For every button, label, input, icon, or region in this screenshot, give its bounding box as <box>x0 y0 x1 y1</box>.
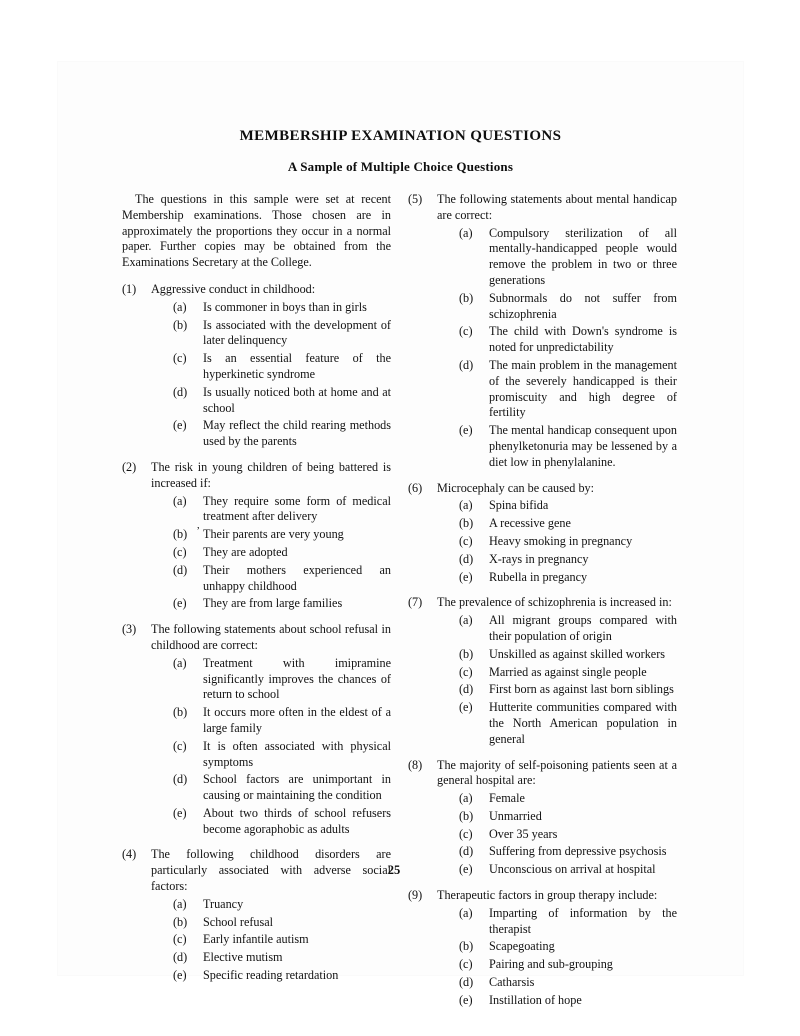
question-number: (6) <box>408 480 423 495</box>
question-body <box>437 758 677 879</box>
question <box>408 595 677 747</box>
question-number: (4) <box>122 847 137 862</box>
question-body <box>437 595 677 747</box>
option-label: (e) <box>173 968 187 983</box>
print-artifact: ʼ <box>196 525 200 538</box>
option-text: They are from large families <box>203 596 343 611</box>
option-text: Their mothers experienced an unhappy childhood <box>203 562 391 593</box>
option-text: Compulsory sterilization of all mentally-handicapped people would remove the problem in two or three generations <box>489 225 677 287</box>
option-label: (d) <box>173 562 188 577</box>
option-label: (e) <box>459 862 473 877</box>
question-text: The following statements about mental handicap are correct: <box>437 192 677 222</box>
option-text: Elective mutism <box>203 950 283 965</box>
option-text: Pairing and sub-grouping <box>489 957 613 972</box>
question-option <box>459 552 677 568</box>
option-text: All migrant groups compared with their population of origin <box>489 613 677 643</box>
question-option <box>173 385 391 417</box>
question-option <box>459 498 677 514</box>
question-number: (3) <box>122 622 137 637</box>
option-text: The mental handicap consequent upon phenylketonuria may be lessened by a diet low in phenylalanine. <box>489 423 677 469</box>
question-option <box>173 563 391 595</box>
option-label: (b) <box>173 705 188 720</box>
option-text: Unskilled as against skilled workers <box>489 646 666 661</box>
option-label: (e) <box>459 569 473 584</box>
question-option <box>173 705 391 737</box>
option-text: Catharsis <box>489 975 535 990</box>
option-label: (c) <box>459 957 473 972</box>
question-option <box>173 545 391 561</box>
two-column-layout <box>122 192 743 1019</box>
option-label: (c) <box>459 664 473 679</box>
question-text: The following childhood disorders are particularly associated with adverse social factors: <box>151 847 391 894</box>
question-body <box>151 282 391 450</box>
question <box>408 888 677 1009</box>
question-option <box>459 647 677 663</box>
question-body <box>151 460 391 612</box>
option-text: Unconscious on arrival at hospital <box>489 862 656 877</box>
question-option <box>459 291 677 323</box>
question-body <box>151 622 391 837</box>
question-option <box>459 516 677 532</box>
option-label: (a) <box>459 498 473 513</box>
question-text: The risk in young children of being battered is increased if: <box>151 459 391 490</box>
question-option <box>173 494 391 526</box>
question-number: (5) <box>408 192 423 206</box>
option-label: (b) <box>459 939 474 954</box>
option-label: (e) <box>459 700 473 715</box>
option-label: (c) <box>173 932 187 947</box>
option-label: (b) <box>459 646 474 661</box>
question-option <box>173 300 391 316</box>
option-text: Spina bifida <box>489 498 549 513</box>
question <box>122 622 391 837</box>
question-option <box>459 358 677 421</box>
question-option <box>459 534 677 550</box>
option-label: (c) <box>459 533 473 548</box>
option-text: Married as against single people <box>489 664 647 679</box>
option-text: The main problem in the management of the severely handicapped is their promiscuity and high degree of fertility <box>489 357 677 420</box>
question-option <box>459 975 677 991</box>
option-text: May reflect the child rearing methods used by the parents <box>203 418 391 449</box>
question-option <box>459 827 677 843</box>
option-text: Is associated with the development of later delinquency <box>203 317 391 348</box>
right-column <box>408 192 677 1019</box>
option-text: They are adopted <box>203 544 288 559</box>
option-label: (c) <box>459 826 473 841</box>
question-option <box>459 665 677 681</box>
intro-paragraph: The questions in this sample were set at recent Membership examinations. Those chosen are in approximately the proportions they occur in a normal paper. Further copies may be obtained from the Examinations Secretary at the College. <box>122 192 391 270</box>
question-number: (9) <box>408 888 423 903</box>
option-label: (a) <box>459 613 473 628</box>
option-label: (d) <box>459 844 474 859</box>
question-option <box>459 570 677 586</box>
question-option <box>173 596 391 612</box>
page-number: 25 <box>387 863 401 877</box>
options-list <box>459 498 677 585</box>
option-text: Hutterite communities compared with the North American population in general <box>489 700 677 746</box>
option-text: School factors are unimportant in causing or maintaining the condition <box>203 772 391 803</box>
option-text: Is commoner in boys than in girls <box>203 299 367 314</box>
question <box>122 460 391 612</box>
question-text: Therapeutic factors in group therapy include: <box>437 888 658 903</box>
question-option <box>459 939 677 955</box>
option-text: It is often associated with physical symptoms <box>203 738 391 769</box>
option-text: Over 35 years <box>489 826 558 841</box>
question-number: (2) <box>122 459 137 474</box>
option-label: (a) <box>173 655 187 670</box>
question-text: The majority of self-poisoning patients seen at a general hospital are: <box>437 757 677 788</box>
option-label: (d) <box>173 384 188 399</box>
option-label: (d) <box>459 551 474 566</box>
option-text: Is usually noticed both at home and at school <box>203 384 391 415</box>
question <box>408 481 677 586</box>
question <box>122 282 391 450</box>
page-subtitle: A Sample of Multiple Choice Questions <box>287 159 514 174</box>
option-text: Specific reading retardation <box>203 968 339 983</box>
question-option <box>173 527 391 543</box>
question-option <box>173 806 391 838</box>
option-text: About two thirds of school refusers become agoraphobic as adults <box>203 805 391 836</box>
option-label: (a) <box>459 225 473 240</box>
options-list <box>459 613 677 747</box>
question-text: The following statements about school refusal in childhood are correct: <box>151 622 391 652</box>
option-text: First born as against last born siblings <box>489 682 674 697</box>
option-label: (b) <box>459 808 474 823</box>
question-option <box>173 932 391 948</box>
option-label: (c) <box>173 738 187 753</box>
option-label: (a) <box>173 896 187 911</box>
option-text: Suffering from depressive psychosis <box>489 844 667 859</box>
options-list <box>459 906 677 1009</box>
option-text: Instillation of hope <box>489 992 582 1007</box>
question-option <box>459 324 677 356</box>
option-label: (d) <box>459 682 474 697</box>
option-text: Is an essential feature of the hyperkinetic syndrome <box>203 351 391 381</box>
question-number: (1) <box>122 281 137 296</box>
option-label: (b) <box>459 516 474 531</box>
question-option <box>459 682 677 698</box>
scanned-page <box>58 62 743 1007</box>
option-label: (a) <box>173 493 187 508</box>
question-option <box>173 739 391 771</box>
question-option <box>459 906 677 938</box>
question-option <box>459 226 677 289</box>
option-label: (b) <box>459 290 474 305</box>
option-text: Truancy <box>203 896 244 911</box>
option-label: (e) <box>173 418 187 433</box>
option-label: (c) <box>173 351 187 366</box>
option-text: Subnormals do not suffer from schizophrenia <box>489 290 677 321</box>
option-label: (a) <box>459 905 473 920</box>
option-label: (e) <box>173 805 187 820</box>
option-text: Treatment with imipramine significantly improves the chances of return to school <box>203 655 391 702</box>
question-option <box>459 423 677 470</box>
option-label: (a) <box>459 791 473 806</box>
question-text: Aggressive conduct in childhood: <box>151 281 316 296</box>
option-label: (d) <box>173 772 188 787</box>
option-text: A recessive gene <box>489 516 571 531</box>
option-label: (b) ʼ <box>173 525 200 542</box>
options-list <box>173 300 391 450</box>
options-list <box>173 494 391 613</box>
option-label: (e) <box>459 992 473 1007</box>
option-label: (d) <box>173 950 188 965</box>
question-body <box>437 888 677 1009</box>
option-text: Unmarried <box>489 808 542 823</box>
question-option <box>173 351 391 383</box>
question-option <box>173 950 391 966</box>
question-option <box>459 844 677 860</box>
question-body <box>437 192 677 471</box>
option-text: Early infantile autism <box>203 932 309 947</box>
option-text: They require some form of medical treatment after delivery <box>203 493 391 524</box>
question-body <box>437 481 677 586</box>
question-text: The prevalence of schizophrenia is increased in: <box>437 595 672 610</box>
option-text: Rubella in pregancy <box>489 569 588 584</box>
option-text: Female <box>489 791 525 806</box>
option-text: Their parents are very young <box>203 527 344 542</box>
question-option <box>459 700 677 747</box>
option-text: Heavy smoking in pregnancy <box>489 533 633 548</box>
option-text: It occurs more often in the eldest of a large family <box>203 705 391 735</box>
page-title: MEMBERSHIP EXAMINATION QUESTIONS <box>239 128 562 144</box>
question-option <box>173 418 391 450</box>
question-option <box>459 613 677 645</box>
question <box>408 192 677 471</box>
question-number: (8) <box>408 757 423 772</box>
option-text: The child with Down's syndrome is noted for unpredictability <box>489 324 677 355</box>
option-text: School refusal <box>203 914 274 929</box>
question <box>408 758 677 879</box>
option-label: (a) <box>173 299 187 314</box>
options-list <box>459 226 677 471</box>
question-option <box>173 897 391 913</box>
option-text: Imparting of information by the therapist <box>489 905 677 936</box>
options-list <box>173 897 391 984</box>
question-option <box>459 993 677 1009</box>
question-option <box>173 915 391 931</box>
question-option <box>173 772 391 804</box>
option-label: (c) <box>459 324 473 339</box>
question-option <box>459 957 677 973</box>
option-label: (b) <box>173 914 188 929</box>
option-label: (d) <box>459 975 474 990</box>
options-list <box>173 656 391 838</box>
question-option <box>173 968 391 984</box>
option-text: X-rays in pregnancy <box>489 551 589 566</box>
question-option <box>459 809 677 825</box>
left-column <box>122 192 391 1019</box>
option-label: (c) <box>173 544 187 559</box>
option-label: (e) <box>173 596 187 611</box>
question-option <box>173 318 391 350</box>
question-text: Microcephaly can be caused by: <box>437 480 595 495</box>
question-number: (7) <box>408 595 423 610</box>
option-label: (e) <box>459 423 473 438</box>
option-text: Scapegoating <box>489 939 555 954</box>
question-option <box>459 791 677 807</box>
option-label: (b) <box>173 317 188 332</box>
option-label: (d) <box>459 357 474 372</box>
question-option <box>173 656 391 703</box>
